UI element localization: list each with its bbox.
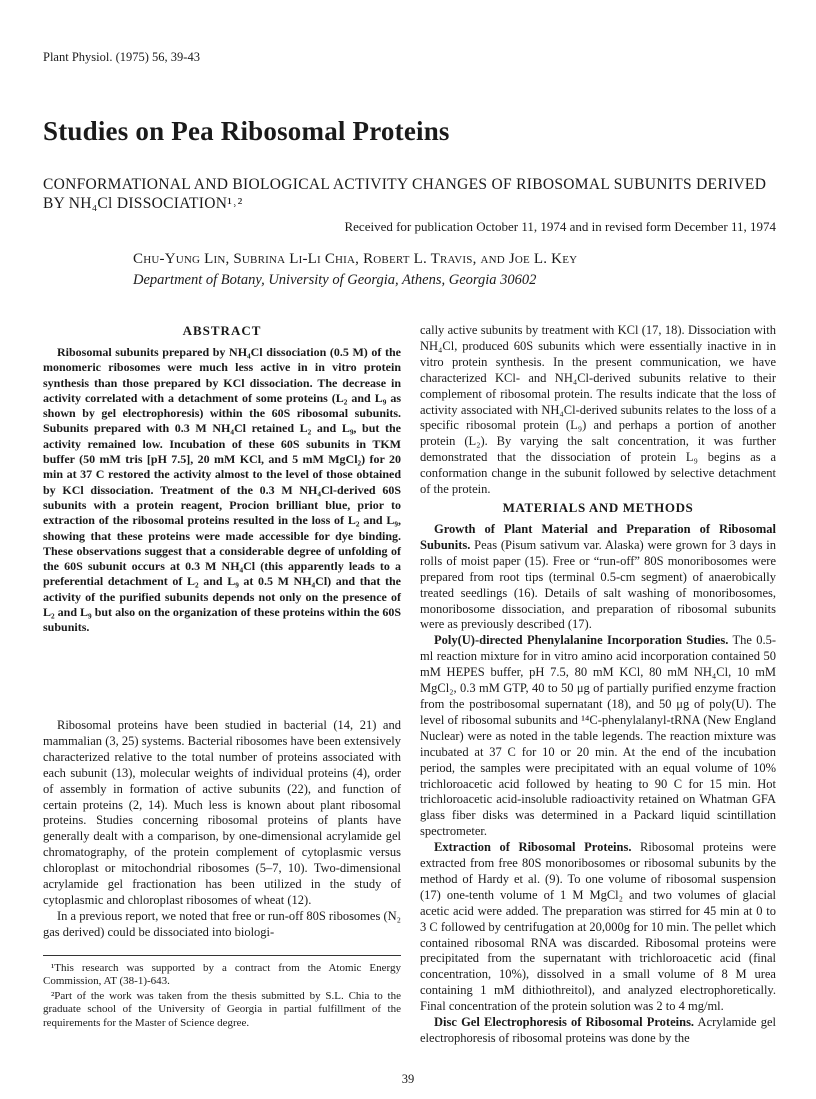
methods-text: Acrylamide gel electrophoresis of ribosomal proteins was done by the bbox=[420, 1015, 776, 1045]
methods-text: The 0.5-ml reaction mixture for in vitro amino acid incorporation contained 50 mM HEPES buffer, pH 7.5, 80 mM KCl, 80 mM NH₄Cl, 10 mM MgCl₂, 0.3 mM GTP, 40 to 50 μg of partially purified enzyme fraction from the postribosomal supernatant (18), and 50 μg of poly(U). The level of ribosomal subunits and ¹⁴C-phenylalanyl-tRNA (New England Nuclear) were as noted in the table legends. The reaction mixture was incubated at 37 C for 10 or 20 min. At the end of the incubation period, the samples were precipitated with an equal volume of 10% trichloroacetic acid followed by heating to 90 C for 15 min. Hot trichloroacetic acid-insoluble radioactivity retained on Whatman GFA glass fiber disks was determined in a Packard liquid scintillation spectrometer. bbox=[420, 633, 776, 839]
methods-subheading: Extraction of Ribosomal Proteins. bbox=[434, 840, 632, 855]
affiliation: Department of Botany, University of Georgia, Athens, Georgia 30602 bbox=[133, 272, 537, 288]
intro-paragraph: Ribosomal proteins have been studied in bacterial (14, 21) and mammalian (3, 25) systems. Bacterial ribosomes have been extensively characterized relative to the total number of proteins associated with each subunit (13), molecular weights of individual proteins (4), order of assembly in formation of active subunits (22), and function of certain proteins (2, 14). Much less is known about plant ribosomal proteins. Studies concerning ribosomal proteins of plants have generally dealt with a comparison, by one-dimensional acrylamide gel chromatography, of the protein complement of cytoplasmic versus chloroplast or mitochondrial ribosomes (5–7, 10). Two-dimensional acrylamide gel fractionation has been utilized in the study of cytoplasmic and chloroplast ribosomes of wheat (12). bbox=[43, 718, 401, 907]
abstract-heading: ABSTRACT bbox=[182, 323, 262, 338]
intro-continued bbox=[420, 323, 776, 498]
methods-subheading: Growth of Plant Material and Preparation of Ribosomal Subunits. bbox=[420, 522, 776, 552]
abstract-paragraph: Ribosomal subunits prepared by NH₄Cl dissociation (0.5 M) of the monomeric ribosomes were much less active in in vitro protein synthesis than those prepared by KCl dissociation. The decrease in activity correlated with a detachment of some proteins (L₂ and L₉ as shown by gel electrophoresis) within the 60S ribosomal subunits. Subunits prepared with 0.3 M NH₄Cl retained L₂ and L₉, but the activity remained low. Incubation of these 60S subunits in TKM buffer (50 mM tris [pH 7.5], 20 mM KCl, and 5 mM MgCl₂) for 20 min at 37 C restored the activity almost to the level of those obtained by KCl dissociation. Treatment of the 0.3 M NH₄Cl-derived 60S subunits with a protein reagent, Procion brilliant blue, prior to extraction of the ribosomal proteins resulted in the loss of L₂ and L₉, showing that these proteins were made accessible for dye binding. These observations suggest that a considerable degree of unfolding of the 60S subunit occurs at 0.3 M NH₄Cl (this apparently leads to a preferential detachment of L₂ and L₉ at 0.5 M NH₄Cl) and that the activity of the purified subunits depends not only on the presence of L₂ and L₉ but also on the organization of these proteins within the 60S subunits. bbox=[43, 345, 401, 635]
methods-paragraph-polyu bbox=[420, 633, 776, 840]
methods-text: Ribosomal proteins were extracted from free 80S monoribosomes or ribosomal subunits by the method of Hardy et al. (9). To one volume of ribosomal suspension (17) one-tenth volume of 1 M MgCl₂ and two volumes of glacial acetic acid were added. The preparation was stirred for 45 min at 0 to 3 C followed by centrifugation at 20,000g for 10 min. The pellet which contained ribosomal RNA was discarded. Ribosomal proteins were precipitated from the supernatant with trichloroacetic acid (final concentration, 10%), dissolved in a small volume of 8 M urea containing 1 mM dithiothreitol), and analyzed electrophoretically. Final concentration of the protein solution was 2 to 4 mg/ml. bbox=[420, 840, 776, 1014]
article-subtitle: CONFORMATIONAL AND BIOLOGICAL ACTIVITY CHANGES OF RIBOSOMAL SUBUNITS DERIVED BY NH₄Cl DISSOCIATION¹˒² bbox=[43, 176, 767, 212]
methods-paragraph-growth bbox=[420, 522, 776, 633]
methods-subheading: Poly(U)-directed Phenylalanine Incorporation Studies. bbox=[434, 633, 729, 648]
received-date: Received for publication October 11, 1974 and in revised form December 11, 1974 bbox=[344, 219, 776, 234]
journal-citation: Plant Physiol. (1975) 56, 39-43 bbox=[43, 50, 200, 64]
article-title: Studies on Pea Ribosomal Proteins bbox=[43, 116, 450, 146]
methods-heading: MATERIALS AND METHODS bbox=[502, 500, 694, 515]
abstract-body bbox=[43, 345, 401, 636]
author-list: Chu-Yung Lin, Subrina Li-Li Chia, Robert L. Travis, and Joe L. Key bbox=[133, 251, 578, 267]
intro-paragraph: In a previous report, we noted that free or run-off 80S ribosomes (N₂ gas derived) could be dissociated into biologi- bbox=[43, 908, 401, 939]
footnote-divider bbox=[43, 955, 401, 956]
page-number: 39 bbox=[401, 1072, 415, 1086]
footnotes bbox=[43, 962, 401, 1031]
footnote-2: ²Part of the work was taken from the thesis submitted by S.L. Chia to the graduate school of the University of Georgia in partial fulfillment of the requirements for the Master of Science degree. bbox=[43, 989, 401, 1029]
methods-text: Peas (Pisum sativum var. Alaska) were grown for 3 days in rolls of moist paper (15). Free or “run-off” 80S monoribosomes were prepared from root tips (terminal 0.5-cm segment) of anaerobically treated seedlings (16). Details of salt washing of monoribosomes, monoribosome dissociation, and preparation of ribosomal subunits were as previously described (17). bbox=[420, 537, 776, 632]
methods-paragraph-extraction bbox=[420, 840, 776, 1015]
methods-subheading: Disc Gel Electrophoresis of Ribosomal Proteins. bbox=[434, 1015, 695, 1030]
footnote-1: ¹This research was supported by a contract from the Atomic Energy Commission, AT (38-1)-643. bbox=[43, 962, 401, 988]
introduction bbox=[43, 718, 401, 941]
intro-continued-paragraph: cally active subunits by treatment with KCl (17, 18). Dissociation with NH₄Cl, produced 60S subunits which were essentially inactive in in vitro protein synthesis. In the present communication, we have characterized KCl- and NH₄Cl-derived subunits relative to their complement of ribosomal protein. The results indicate that the loss of activity associated with NH₄Cl-derived subunits relates to the loss of a specific ribosomal protein (L₉) and perhaps a portion of another protein (L₂). By varying the salt concentration, it was further demonstrated that the dissociation of protein L₉ begins as a conformation change in the subunit followed by selective detachment of the protein. bbox=[420, 323, 776, 497]
methods-section bbox=[420, 522, 776, 1047]
methods-paragraph-disc-gel bbox=[420, 1015, 776, 1047]
